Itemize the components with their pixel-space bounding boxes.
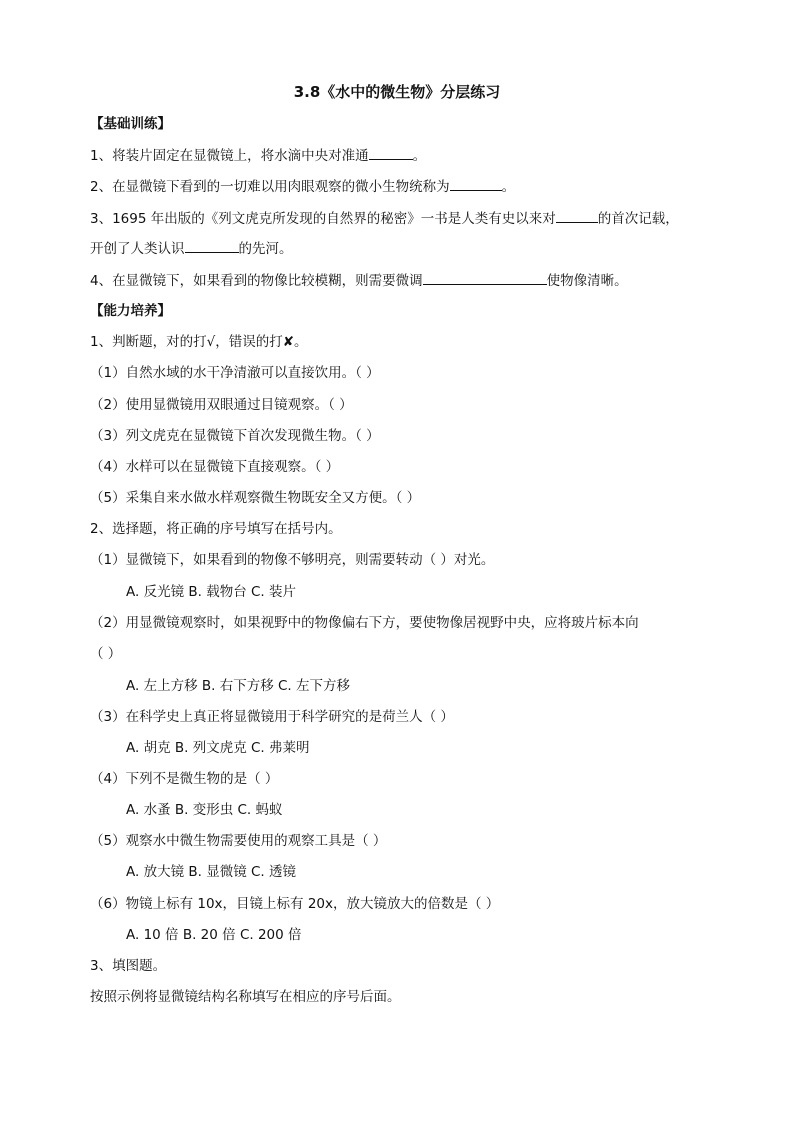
choice-options-3: A. 胡克 B. 列文虎克 C. 弗莱明 bbox=[126, 740, 310, 756]
choice-question-6: （6）物镜上标有 10x，目镜上标有 20x，放大镜放大的倍数是（ ） bbox=[90, 896, 500, 912]
section-ability-heading: 【能力培养】 bbox=[90, 303, 171, 319]
choice-question-2-cont: （ ） bbox=[90, 646, 122, 662]
choice-question-1: （1）显微镜下，如果看到的物像不够明亮，则需要转动（ ）对光。 bbox=[90, 552, 495, 568]
judge-item-5: （5）采集自来水做水样观察微生物既安全又方便。（ ） bbox=[90, 490, 421, 506]
choice-question-2: （2）用显微镜观察时，如果视野中的物像偏右下方，要使物像居视野中央，应将玻片标本向 bbox=[90, 615, 639, 631]
q4-end: 使物像清晰。 bbox=[546, 273, 628, 289]
choice-question-4: （4）下列不是微生物的是（ ） bbox=[90, 771, 279, 787]
q3-text: 3、1695 年出版的《列文虎克所发现的自然界的秘密》一书是人类有史以来对 bbox=[90, 211, 556, 227]
q1-end: 。 bbox=[412, 148, 427, 164]
q4-text: 4、在显微镜下，如果看到的物像比较模糊，则需要微调 bbox=[90, 273, 423, 289]
judge-item-3: （3）列文虎克在显微镜下首次发现微生物。（ ） bbox=[90, 428, 380, 444]
judge-item-4: （4）水样可以在显微镜下直接观察。（ ） bbox=[90, 459, 340, 475]
choice-options-6: A. 10 倍 B. 20 倍 C. 200 倍 bbox=[126, 927, 302, 943]
section-basic-heading: 【基础训练】 bbox=[90, 116, 171, 132]
basic-question-3-cont bbox=[90, 238, 293, 259]
fill-diagram-description: 按照示例将显微镜结构名称填写在相应的序号后面。 bbox=[90, 989, 401, 1005]
q4-blank[interactable] bbox=[423, 270, 547, 285]
judge-intro: 1、判断题，对的打√，错误的打✘。 bbox=[90, 334, 308, 350]
q3-end: 的首次记载， bbox=[597, 211, 679, 227]
q1-text: 1、将装片固定在显微镜上，将水滴中央对准通 bbox=[90, 148, 369, 164]
choice-options-2: A. 左上方移 B. 右下方移 C. 左下方移 bbox=[126, 678, 351, 694]
choice-options-4: A. 水蚤 B. 变形虫 C. 蚂蚁 bbox=[126, 802, 283, 818]
basic-question-4 bbox=[90, 270, 628, 291]
q3-blank-2[interactable] bbox=[185, 238, 239, 253]
q2-blank[interactable] bbox=[450, 176, 502, 191]
q3b-text: 开创了人类认识 bbox=[90, 241, 185, 257]
q1-blank[interactable] bbox=[369, 145, 413, 160]
judge-item-1: （1）自然水域的水干净清澈可以直接饮用。（ ） bbox=[90, 365, 380, 381]
choice-intro: 2、选择题，将正确的序号填写在括号内。 bbox=[90, 521, 342, 537]
q3b-end: 的先河。 bbox=[238, 241, 293, 257]
judge-item-2: （2）使用显微镜用双眼通过目镜观察。（ ） bbox=[90, 397, 353, 413]
choice-options-1: A. 反光镜 B. 载物台 C. 装片 bbox=[126, 584, 297, 600]
choice-question-3: （3）在科学史上真正将显微镜用于科学研究的是荷兰人（ ） bbox=[90, 709, 454, 725]
basic-question-2 bbox=[90, 176, 515, 197]
choice-question-5: （5）观察水中微生物需要使用的观察工具是（ ） bbox=[90, 833, 387, 849]
choice-options-5: A. 放大镜 B. 显微镜 C. 透镜 bbox=[126, 864, 297, 880]
q3-blank-1[interactable] bbox=[556, 208, 598, 223]
q2-text: 2、在显微镜下看到的一切难以用肉眼观察的微小生物统称为 bbox=[90, 179, 450, 195]
basic-question-3 bbox=[90, 208, 679, 229]
basic-question-1 bbox=[90, 145, 426, 166]
q2-end: 。 bbox=[501, 179, 516, 195]
fill-diagram-intro: 3、填图题。 bbox=[90, 958, 167, 974]
page-title: 3.8《水中的微生物》分层练习 bbox=[293, 83, 501, 101]
